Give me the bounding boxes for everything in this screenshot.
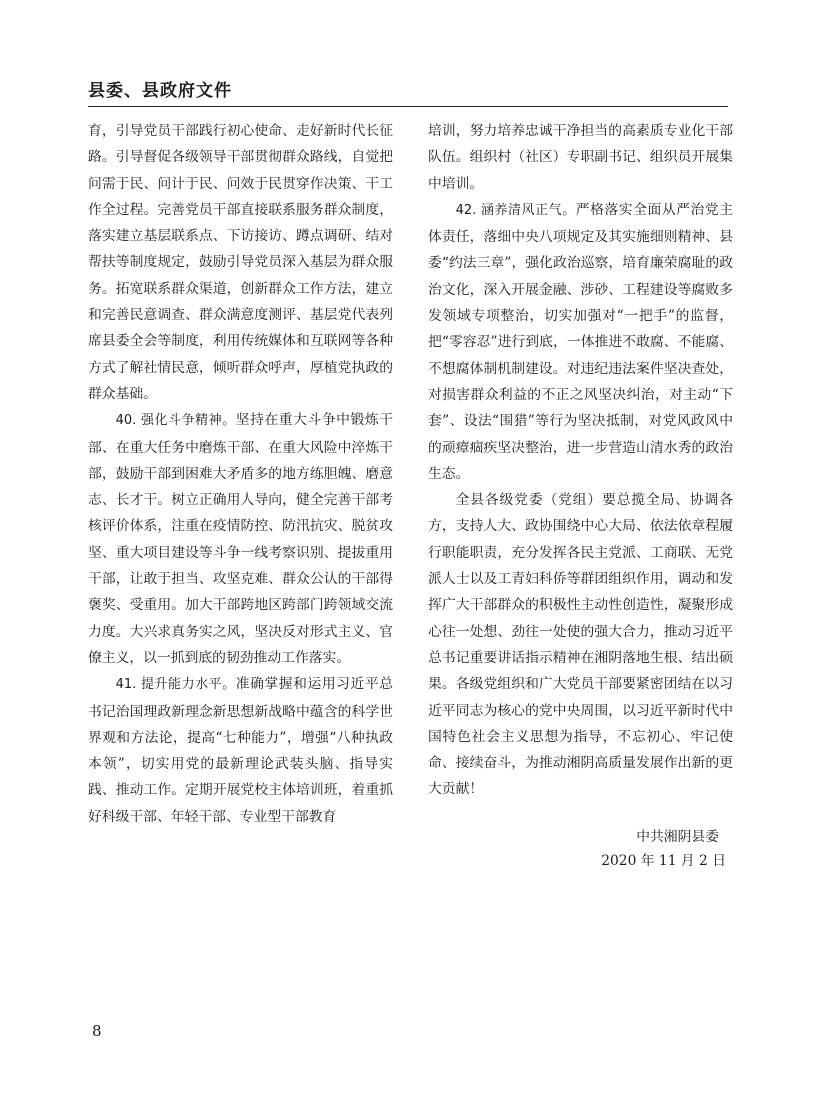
item-42-heading: 42. 涵养清风正气。 [455, 202, 576, 218]
page-number: 8 [92, 1022, 102, 1040]
left-column [88, 118, 393, 830]
item-42-body: 严格落实全面从严治党主体责任，落细中央八项规定及其实施细则精神、县委“约法三章”，强化政治巡察，培育廉荣腐耻的政治文化，深入开展金融、涉砂、工程建设等腐败多发领域专项整治，切实加强对“一把手”的监督，把“零容忍”进行到底，一体推进不敢腐、不能腐、不想腐体制机制建设。对违纪违法案件坚决查处，对损害群众利益的不正之风坚决纠治，对主动“下套”、设法“围猎”等行为坚决抵制，对党风政风中的顽瘴痼疾坚决整治，进一步营造山清水秀的政治生态。 [428, 201, 734, 482]
paragraph-continuation: 育，引导党员干部践行初心使命、走好新时代长征路。引导督促各级领导干部贯彻群众路线，自觉把问需于民、问计于民、问效于民贯穿作决策、干工作全过程。完善党员干部直接联系服务群众制度，落实建立基层联系点、下访接访、蹲点调研、结对帮扶等制度规定，鼓励引导党员深入基层为群众服务。拓宽联系群众渠道，创新群众工作方法，建立和完善民意调查、群众满意度测评、基层党代表列席县委全会等制度，利用传统媒体和互联网等各种方式了解社情民意，倾听群众呼声，厚植党执政的群众基础。 [88, 123, 393, 402]
item-40-body: 坚持在重大斗争中锻炼干部、在重大任务中磨炼干部、在重大风险中淬炼干部，鼓励干部到困难大矛盾多的地方练胆魄、磨意志、长才干。树立正确用人导向，健全完善干部考核评价体系，注重在疫情防控、防汛抗灾、脱贫攻坚、重大项目建设等斗争一线考察识别、提拔重用干部，让敢于担当、攻坚克难、群众公认的干部得褒奖、受重用。加大干部跨地区跨部门跨领域交流力度。大兴求真务实之风，坚决反对形式主义、官僚主义，以一抓到底的韧劲推动工作落实。 [88, 412, 394, 666]
page-header [88, 76, 728, 107]
paragraph-closing: 全县各级党委（党组）要总揽全局、协调各方，支持人大、政协围绕中心大局、依法依章程履行职能职责，充分发挥各民主党派、工商联、无党派人士以及工青妇科侨等群团组织作用，调动和发挥广大干部群众的积极性主动性创造性，凝聚形成心往一处想、劲往一处使的强大合力，推动习近平总书记重要讲话指示精神在湘阴落地生根、结出硕果。各级党组织和广大党员干部要紧密团结在以习近平同志为核心的党中央周围，以习近平新时代中国特色社会主义思想为指导，不忘初心、牢记使命、接续奋斗，为推动湘阴高质量发展作出新的更大贡献！ [428, 492, 733, 798]
item-41-heading: 41. 提升能力水平。 [115, 677, 236, 693]
paragraph-41 [88, 671, 393, 830]
item-40-heading: 40. 强化斗争精神。 [115, 413, 236, 429]
header-title: 县委、县政府文件 [88, 81, 232, 101]
signature-organization: 中共湘阴县委 [636, 828, 719, 845]
paragraph-continuation-right: 培训，努力培养忠诚干净担当的高素质专业化干部队伍。组织村（社区）专职副书记、组织员开展集中培训。 [428, 123, 733, 192]
signature-date: 2020 年 11 月 2 日 [601, 852, 726, 869]
paragraph-42 [428, 197, 733, 487]
right-column [428, 118, 733, 873]
paragraph-40 [88, 407, 393, 671]
item-41-body: 准确掌握和运用习近平总书记治国理政新理念新思想新战略中蕴含的科学世界观和方法论，提高“七种能力”，增强“八种执政本领”，切实用党的最新理论武装头脑、指导实践、推动工作。定期开展党校主体培训班，着重抓好科级干部、年轻干部、专业型干部教育 [88, 676, 394, 825]
